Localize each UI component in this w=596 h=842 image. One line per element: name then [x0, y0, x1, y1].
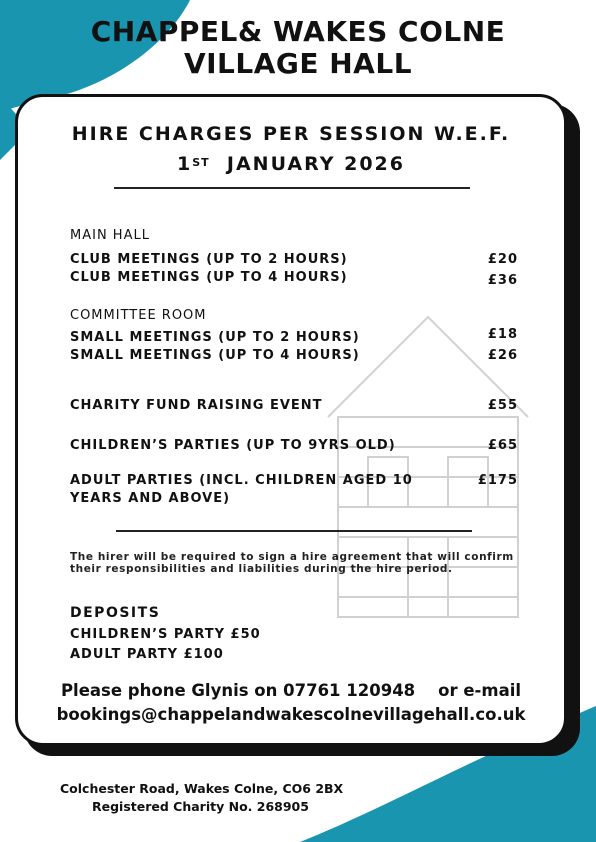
hall-name-line2: VILLAGE HALL — [183, 47, 413, 80]
price-row-amount: £55 — [487, 398, 518, 413]
price-row-label: ADULT PARTIES (INCL. CHILDREN AGED 10 YEARS AND ABOVE) — [70, 473, 413, 506]
deposit-item: ADULT PARTY £100 — [70, 647, 224, 662]
title-day: 1 — [177, 153, 193, 175]
charges-title-line2 — [18, 149, 564, 179]
price-row-label: CHARITY FUND RAISING EVENT — [70, 398, 323, 413]
footer-charity-number: Registered Charity No. 268905 — [92, 799, 309, 814]
main-hall-heading: MAIN HALL — [70, 228, 150, 243]
deposits-heading: DEPOSITS — [70, 605, 161, 621]
price-row — [70, 397, 518, 415]
charges-title — [18, 119, 564, 179]
price-row-amount: £175 — [477, 473, 518, 488]
top-divider — [114, 187, 470, 189]
price-row-label: SMALL MEETINGS (UP TO 4 HOURS) — [70, 348, 360, 363]
title-ordinal: ST — [192, 156, 210, 169]
bottom-divider — [116, 530, 472, 532]
price-row — [70, 437, 518, 455]
footer-address: Colchester Road, Wakes Colne, CO6 2BX — [60, 781, 344, 796]
price-card — [15, 94, 567, 746]
price-row-label: CLUB MEETINGS (UP TO 4 HOURS) — [70, 270, 348, 285]
title-month-year: JANUARY 2026 — [226, 153, 405, 175]
price-row-amount: £65 — [487, 438, 518, 453]
price-row-label: SMALL MEETINGS (UP TO 2 HOURS) — [70, 330, 360, 345]
price-row — [70, 251, 518, 269]
contact-email[interactable]: bookings@chappelandwakescolnevillagehall.co.uk — [56, 705, 526, 724]
price-row-amount: £36 — [487, 273, 518, 288]
hall-name — [0, 16, 596, 80]
price-row — [70, 329, 518, 347]
committee-room-heading: COMMITTEE ROOM — [70, 308, 207, 323]
charges-title-line1: HIRE CHARGES PER SESSION W.E.F. — [71, 123, 511, 145]
price-row — [70, 347, 518, 365]
price-row-amount: £18 — [487, 327, 518, 342]
deposit-item: CHILDREN’S PARTY £50 — [70, 627, 261, 642]
price-row-label: CLUB MEETINGS (UP TO 2 HOURS) — [70, 252, 348, 267]
price-row-label: CHILDREN’S PARTIES (UP TO 9YRS OLD) — [70, 438, 396, 453]
contact-phone-line: Please phone Glynis on 07761 120948 or e-mail — [60, 681, 522, 700]
price-row-amount: £26 — [487, 348, 518, 363]
price-row — [70, 472, 518, 508]
hire-agreement-notice: The hirer will be required to sign a hire agreement that will confirm their responsibilities and liabilities during the hire period. — [70, 551, 514, 575]
price-row — [70, 269, 518, 290]
price-row-amount: £20 — [487, 252, 518, 267]
hall-name-line1: CHAPPEL& WAKES COLNE — [90, 15, 506, 48]
